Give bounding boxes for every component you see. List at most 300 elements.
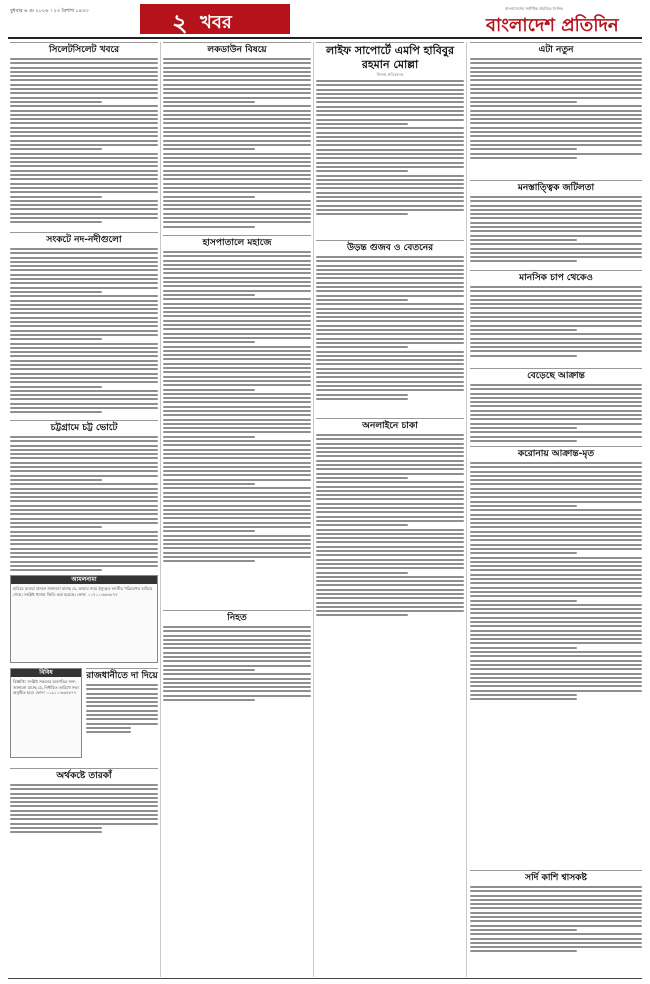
text-line [10,831,102,833]
text-line [86,714,158,716]
text-line [163,427,311,429]
text-line [10,261,158,263]
text-line [163,530,255,532]
text-line [470,621,642,623]
text-line [316,89,464,91]
text-line [316,119,464,121]
ad-text: বিজ্ঞপ্তি: সংশ্লিষ্ট সকলের অবগতির জন্য জানানো যাচ্ছে যে, নির্ধারিত তারিখে সভা অনুষ্ঠিত হবে। ফোন: ০১৯১১-৬৬৪৮৭৭ [13,679,79,695]
text-line [316,481,464,483]
text-line [316,200,464,202]
text-line [470,677,642,679]
text-line [470,561,642,563]
text-line [86,705,158,707]
text-line [316,80,464,82]
text-line [470,440,577,442]
text-line [163,255,311,257]
text-line [163,543,311,545]
text-line [470,114,642,116]
text-line [470,92,642,94]
text-line [10,492,158,494]
text-line [163,505,311,507]
text-line [163,277,311,279]
text-line [470,574,642,576]
text-line [10,518,158,520]
text-line [163,110,311,112]
text-line [470,350,642,352]
text-line [316,494,464,496]
text-line [470,548,642,550]
text-line [470,690,642,692]
text-line [470,514,642,516]
text-line [316,389,464,391]
text-line [316,554,464,556]
text-line [316,507,464,509]
text-line [163,298,311,300]
text-line [470,303,642,305]
text-line [10,394,158,396]
text-line [470,604,642,606]
text-line [10,360,158,362]
story-headline: মানসিক চাপ থেকেও [470,270,642,284]
text-line [470,582,642,584]
text-line [470,346,642,348]
text-line [163,187,311,189]
text-line [163,264,311,266]
text-line [470,950,577,952]
text-line [10,144,158,146]
story-s3 [10,420,158,574]
text-line [163,652,311,654]
text-line [10,407,158,409]
text-line [470,355,577,357]
text-line [163,311,311,313]
column-divider [313,42,314,977]
text-line [10,187,158,189]
ad-title: আমলনামা [11,576,157,584]
text-line [163,483,255,485]
text-line [470,97,642,99]
text-line [316,149,464,151]
text-line [470,127,642,129]
text-line [163,268,311,270]
text-line [470,920,642,922]
text-line [316,316,464,318]
text-line [316,123,408,125]
text-line [10,114,158,116]
text-line [470,248,642,250]
text-line [470,946,642,948]
text-line [470,608,642,610]
text-line [470,320,642,322]
text-line [470,230,642,232]
text-line [10,368,158,370]
text-line [10,196,102,198]
text-line [316,162,464,164]
text-line [470,148,577,150]
text-line [10,818,158,820]
text-line [316,84,464,86]
text-line [10,170,158,172]
text-line [470,886,642,888]
text-line [316,473,464,475]
text-line [163,363,311,365]
text-line [316,541,464,543]
text-line [163,449,311,451]
text-line [10,355,158,357]
text-line [470,668,642,670]
story-headline: উড়ন্ত গুজব ও বেতনের [316,240,464,254]
text-line [316,338,464,340]
text-line [470,393,642,395]
text-line [470,226,642,228]
text-line [470,698,577,700]
text-line [316,550,464,552]
text-line [316,516,464,518]
text-line [10,58,158,60]
text-line [163,272,311,274]
text-line [470,118,642,120]
classified-ad [10,668,82,758]
text-line [316,308,464,310]
text-line [470,384,642,386]
text-line [316,303,464,305]
text-line [316,256,464,258]
text-line [316,597,464,599]
text-line [470,475,642,477]
text-line [316,93,464,95]
text-line [163,290,311,292]
text-line [86,693,158,695]
text-line [10,101,102,103]
text-line [316,376,464,378]
text-line [10,561,158,563]
text-line [316,329,464,331]
text-line [470,903,642,905]
text-line [316,529,464,531]
text-line [163,97,311,99]
text-line [10,351,158,353]
text-line [10,526,102,528]
text-line [470,431,642,433]
text-line [470,200,642,202]
text-line [10,470,158,472]
text-line [316,312,464,314]
text-line [10,386,102,388]
section-title: খবর [200,12,232,33]
text-line [10,466,158,468]
text-line [316,368,464,370]
text-line [10,522,158,524]
column-divider [160,42,161,977]
text-line [470,105,642,107]
text-line [163,144,311,146]
text-line [163,522,311,524]
text-line [10,110,158,112]
story-headline: রাজধানীতে দা দিয়ে [86,668,158,682]
text-line [163,135,311,137]
text-line [10,343,158,345]
text-line [316,602,464,604]
text-line [470,84,642,86]
text-line [10,805,158,807]
text-line [163,397,311,399]
text-line [10,135,158,137]
text-line [316,277,464,279]
text-line [316,614,408,616]
text-line [470,333,642,335]
text-line [163,118,311,120]
text-line [10,453,158,455]
text-line [470,423,642,425]
text-line [10,62,158,64]
story-s5 [163,235,311,565]
text-line [470,62,642,64]
text-line [470,196,642,198]
story-s8 [316,240,464,402]
text-line [163,251,311,253]
text-line [163,226,255,228]
text-line [10,131,158,133]
text-line [10,325,158,327]
text-line [163,200,311,202]
text-line [10,97,158,99]
text-line [316,363,464,365]
text-line [316,97,464,99]
text-line [316,559,464,561]
footer-rule [8,978,642,979]
text-line [10,213,158,215]
story-s11 [470,180,642,265]
text-line [470,316,642,318]
text-line [470,664,642,666]
text-line [470,531,642,533]
text-line [163,453,311,455]
text-line [10,797,158,799]
text-line [163,466,311,468]
text-line [470,552,577,554]
text-line [316,394,408,396]
text-line [10,79,158,81]
text-line [163,88,311,90]
text-line [163,101,255,103]
text-line [470,252,642,254]
text-line [470,144,642,146]
text-line [10,282,158,284]
text-line [316,213,408,215]
text-line [163,479,311,481]
text-line [10,552,158,554]
text-line [86,710,158,712]
text-line [470,418,642,420]
text-line [10,338,102,340]
text-line [163,376,311,378]
text-line [470,591,642,593]
text-line [316,464,464,466]
text-line [163,153,311,155]
text-line [470,286,642,288]
text-line [163,682,311,684]
text-line [86,697,158,699]
text-line [470,157,577,159]
text-line [470,578,642,580]
text-line [316,170,408,172]
text-line [316,572,408,574]
text-line [163,526,311,528]
text-line [316,593,464,595]
text-line [316,273,464,275]
text-line [316,434,464,436]
text-line [10,257,158,259]
story-headline: চট্টগ্রামে চট্ট ভোটে [10,420,158,434]
text-line [10,531,158,533]
text-line [10,317,158,319]
text-line [10,500,158,502]
text-line [316,333,464,335]
text-line [10,543,158,545]
text-line [163,79,311,81]
text-line [163,84,311,86]
text-line [470,140,642,142]
text-line [470,916,642,918]
text-line [10,390,158,392]
text-line [10,445,158,447]
text-line [470,295,642,297]
text-line [163,320,311,322]
story-s13 [470,368,642,444]
text-line [316,455,464,457]
text-line [163,401,311,403]
text-line [163,221,311,223]
story-body [470,462,642,700]
text-line [163,354,311,356]
text-line [316,136,464,138]
text-line [163,552,311,554]
text-line [86,684,158,686]
text-line [316,398,408,400]
text-line [163,341,255,343]
text-line [163,62,311,64]
text-line [163,67,311,69]
text-line [10,334,158,336]
text-line [163,161,311,163]
text-line [470,681,642,683]
story-headline: সিলেটসিলেট খবরে [10,42,158,56]
text-line [163,517,311,519]
text-line [10,377,158,379]
text-line [470,526,642,528]
text-line [316,342,464,344]
text-line [316,175,464,177]
text-line [316,610,464,612]
text-line [316,299,408,301]
text-line [316,563,464,565]
text-line [163,419,311,421]
text-line [470,942,642,944]
text-line [316,498,464,500]
text-line [470,312,642,314]
story-s2 [10,232,158,416]
text-line [163,174,311,176]
text-line [316,490,464,492]
text-line [163,208,311,210]
text-line [470,612,642,614]
text-line [316,166,464,168]
text-line [316,460,464,462]
text-line [316,196,464,198]
text-line [316,320,464,322]
text-line [10,535,158,537]
text-line [163,204,311,206]
text-line [163,328,311,330]
text-line [470,67,642,69]
text-line [470,630,642,632]
masthead-logo: বাংলাদেশ প্রতিদিন [486,15,619,36]
text-line [316,269,464,271]
story-body [10,784,158,833]
text-line [163,678,311,680]
text-line [316,205,464,207]
text-line [316,546,464,548]
text-line [163,656,311,658]
text-line [470,660,642,662]
text-line [163,358,311,360]
text-line [10,183,158,185]
text-line [163,71,311,73]
text-line [163,303,311,305]
text-line [163,183,311,185]
text-line [470,638,642,640]
text-line [10,539,158,541]
text-line [10,449,158,451]
text-line [163,647,311,649]
text-line [316,381,464,383]
text-line [470,933,642,935]
text-line [163,660,311,662]
text-line [470,462,642,464]
story-s10 [470,42,642,161]
text-line [163,406,311,408]
text-line [10,295,158,297]
text-line [10,483,158,485]
text-line [10,105,158,107]
text-line [470,483,642,485]
text-line [470,938,642,940]
text-line [163,423,311,425]
text-line [470,427,577,429]
text-line [470,217,642,219]
story-body [10,58,158,223]
text-line [10,118,158,120]
text-line [10,364,158,366]
text-line [316,503,464,505]
text-line [163,170,311,172]
text-line [470,256,642,258]
ad-title: বিবিধ [11,669,81,677]
text-line [10,221,102,223]
text-line [10,291,102,293]
text-line [163,665,311,667]
text-line [163,371,311,373]
text-line [10,165,158,167]
text-line [163,58,311,60]
text-line [316,192,464,194]
text-line [86,723,158,725]
text-line [10,278,158,280]
text-line [470,600,577,602]
text-line [316,606,464,608]
text-line [163,393,311,395]
text-line [470,329,577,331]
